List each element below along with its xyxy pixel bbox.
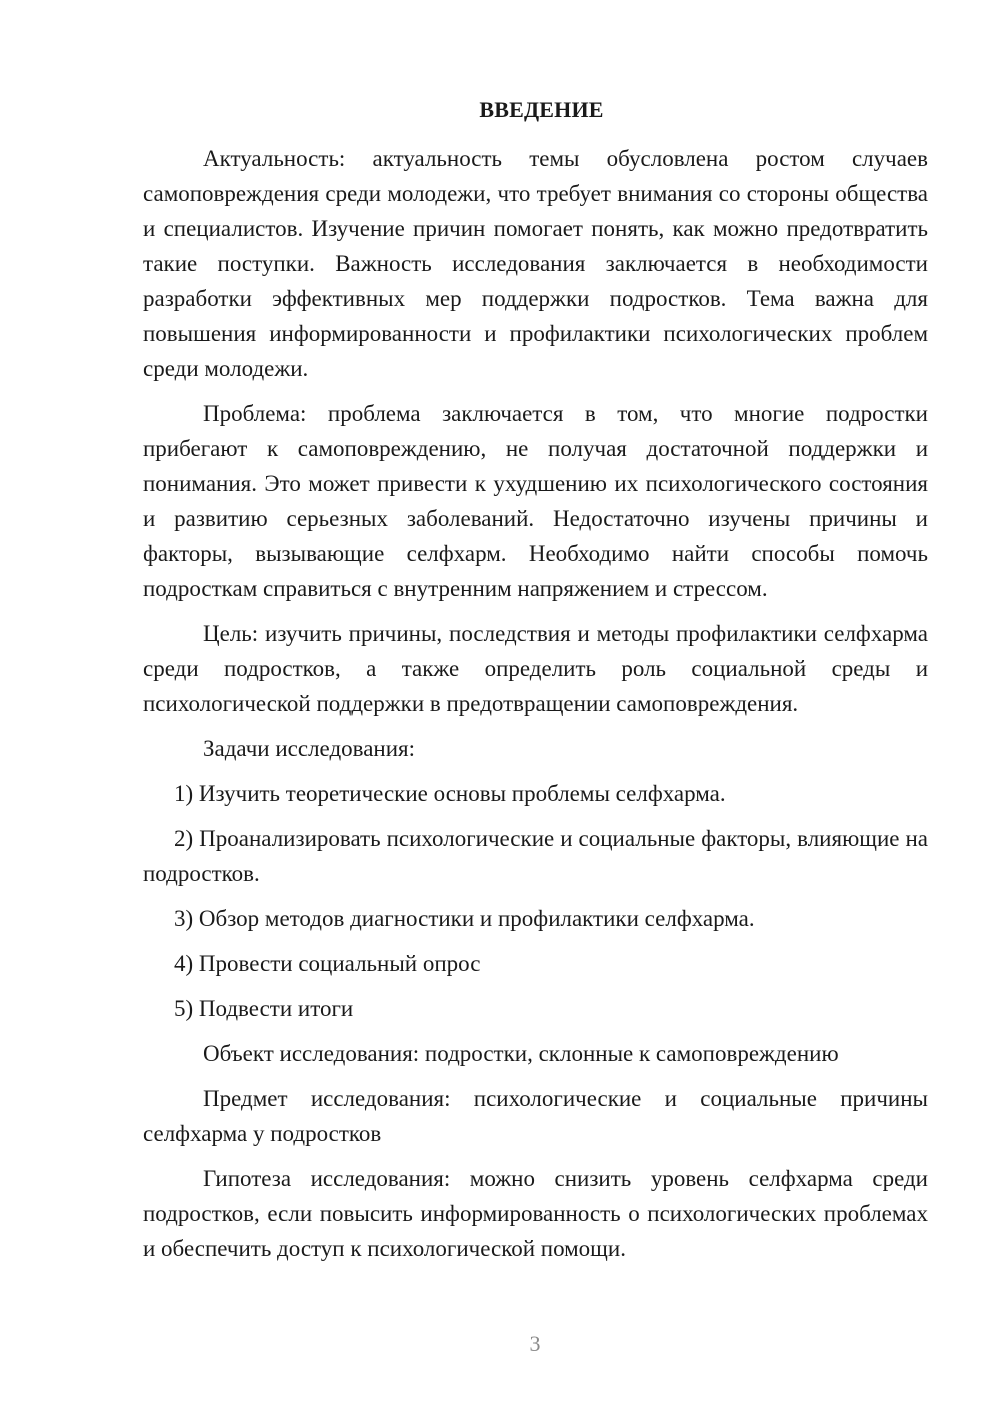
- object-paragraph: Объект исследования: подростки, склонные к самоповреждению: [203, 1041, 839, 1066]
- problem-paragraph: Проблема: проблема заключается в том, что многие подростки прибегают к самоповреждению, не получая достаточной поддержки и понимания. Это может привести к ухудшению их психологического состояния и развитию серьезных заболеваний. Недостаточно изучены причины и факторы, вызывающие селфхарм. Необходимо найти способы помочь подросткам справиться с внутренним напряжением и стрессом.: [143, 401, 928, 601]
- page-content: [143, 92, 928, 1276]
- task-item: 4) Провести социальный опрос: [174, 951, 481, 976]
- relevance-paragraph: Актуальность: актуальность темы обусловлена ростом случаев самоповреждения среди молодежи, что требует внимания со стороны общества и специалистов. Изучение причин помогает понять, как можно предотвратить такие поступки. Важность исследования заключается в необходимости разработки эффективных мер поддержки подростков. Тема важна для повышения информированности и профилактики психологических проблем среди молодежи.: [143, 146, 928, 381]
- page-number: 3: [529, 1331, 541, 1356]
- section-heading: ВВЕДЕНИЕ: [479, 97, 604, 122]
- task-item: 5) Подвести итоги: [174, 996, 354, 1021]
- task-item: 2) Проанализировать психологические и социальные факторы, влияющие на подростков.: [143, 826, 928, 886]
- tasks-list: [143, 776, 928, 1026]
- task-item: 3) Обзор методов диагностики и профилактики селфхарма.: [174, 906, 755, 931]
- subject-paragraph: Предмет исследования: психологические и социальные причины селфхарма у подростков: [143, 1086, 928, 1146]
- tasks-heading: Задачи исследования:: [203, 736, 416, 761]
- hypothesis-paragraph: Гипотеза исследования: можно снизить уровень селфхарма среди подростков, если повысить информированность о психологических проблемах и обеспечить доступ к психологической помощи.: [143, 1166, 928, 1261]
- task-item: 1) Изучить теоретические основы проблемы селфхарма.: [174, 781, 726, 806]
- goal-paragraph: Цель: изучить причины, последствия и методы профилактики селфхарма среди подростков, а также определить роль социальной среды и психологической поддержки в предотвращении самоповреждения.: [143, 621, 928, 716]
